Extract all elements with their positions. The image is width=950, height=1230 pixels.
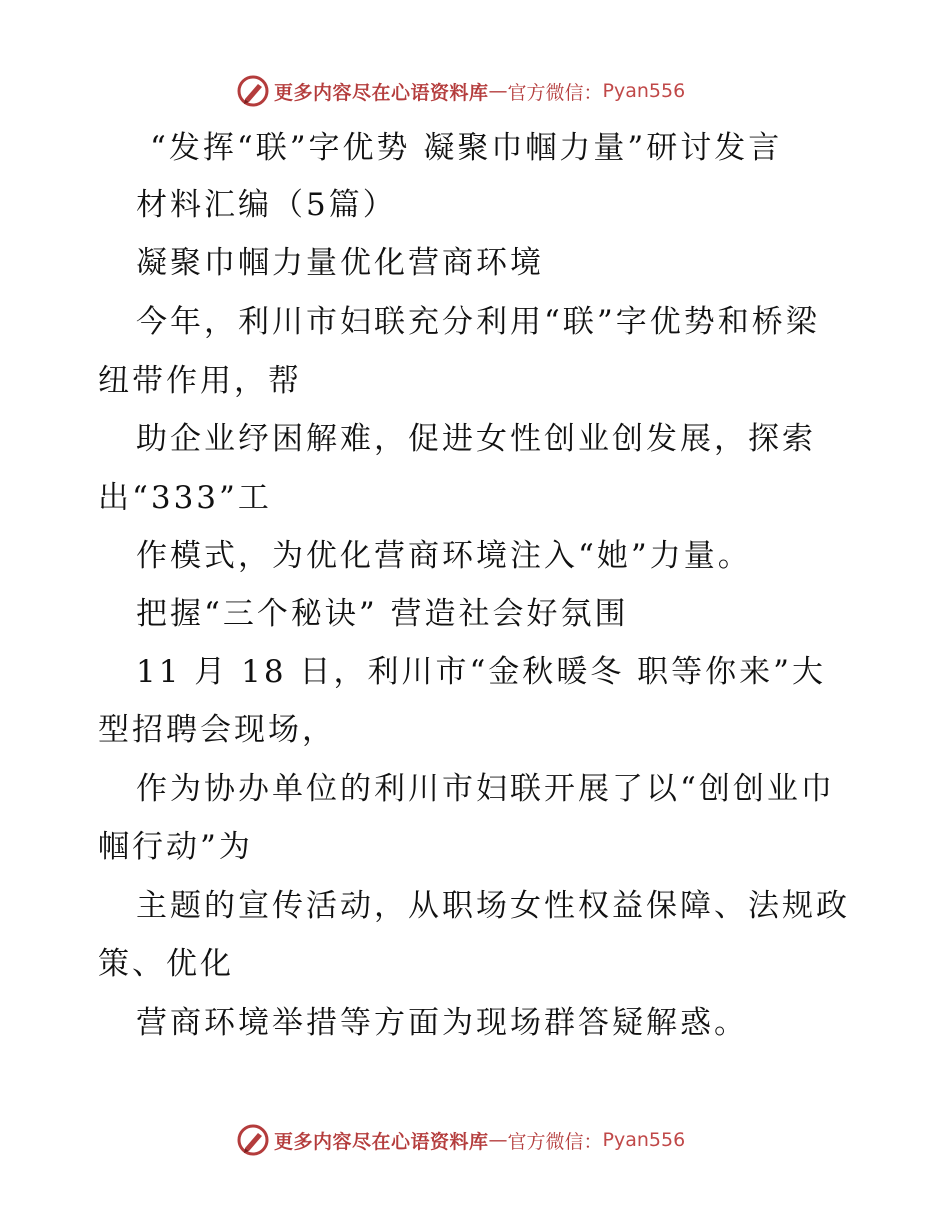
paragraph-line: 今年，利川市妇联充分利用“联”字优势和桥梁 xyxy=(136,304,820,340)
paragraph-line: 主题的宣传活动，从职场女性权益保障、法规政 xyxy=(136,888,850,924)
doc-title-line1: “发挥“联”字优势 凝聚巾帼力量”研讨发言 xyxy=(150,130,783,166)
paragraph-line: 助企业纾困解难，促进女性创业创发展，探索 xyxy=(136,421,816,457)
section-heading: 把握“三个秘诀” 营造社会好氛围 xyxy=(136,596,629,632)
header-banner xyxy=(236,73,685,109)
banner-slogan: 更多内容尽在心语资料库 xyxy=(274,81,489,104)
paragraph-line: 出“333”工 xyxy=(98,480,272,516)
banner-wechat-id: Pyan556 xyxy=(602,80,686,102)
pen-logo-icon xyxy=(236,74,270,108)
paragraph-line: 策、优化 xyxy=(98,946,234,982)
banner-contact-label: 官方微信： xyxy=(507,1130,603,1153)
banner-wechat-id: Pyan556 xyxy=(602,1129,686,1151)
footer-banner xyxy=(236,1122,685,1158)
banner-separator: — xyxy=(488,80,508,102)
banner-separator: — xyxy=(488,1129,508,1151)
pen-logo-icon xyxy=(236,1123,270,1157)
paragraph-line: 营商环境举措等方面为现场群答疑解惑。 xyxy=(136,1005,748,1041)
paragraph-line: 纽带作用，帮 xyxy=(98,363,302,399)
doc-subtitle: 凝聚巾帼力量优化营商环境 xyxy=(136,245,544,281)
banner-slogan: 更多内容尽在心语资料库 xyxy=(274,1130,489,1153)
paragraph-line: 11 月 18 日，利川市“金秋暖冬 职等你来”大 xyxy=(136,654,827,690)
doc-title-line2: 材料汇编（5篇） xyxy=(136,187,397,223)
paragraph-line: 帼行动”为 xyxy=(98,829,253,865)
banner-contact-label: 官方微信： xyxy=(507,81,603,104)
paragraph-line: 作模式，为优化营商环境注入“她”力量。 xyxy=(136,538,752,574)
paragraph-line: 型招聘会现场， xyxy=(98,712,336,748)
paragraph-line: 作为协办单位的利川市妇联开展了以“创创业巾 xyxy=(136,771,835,807)
